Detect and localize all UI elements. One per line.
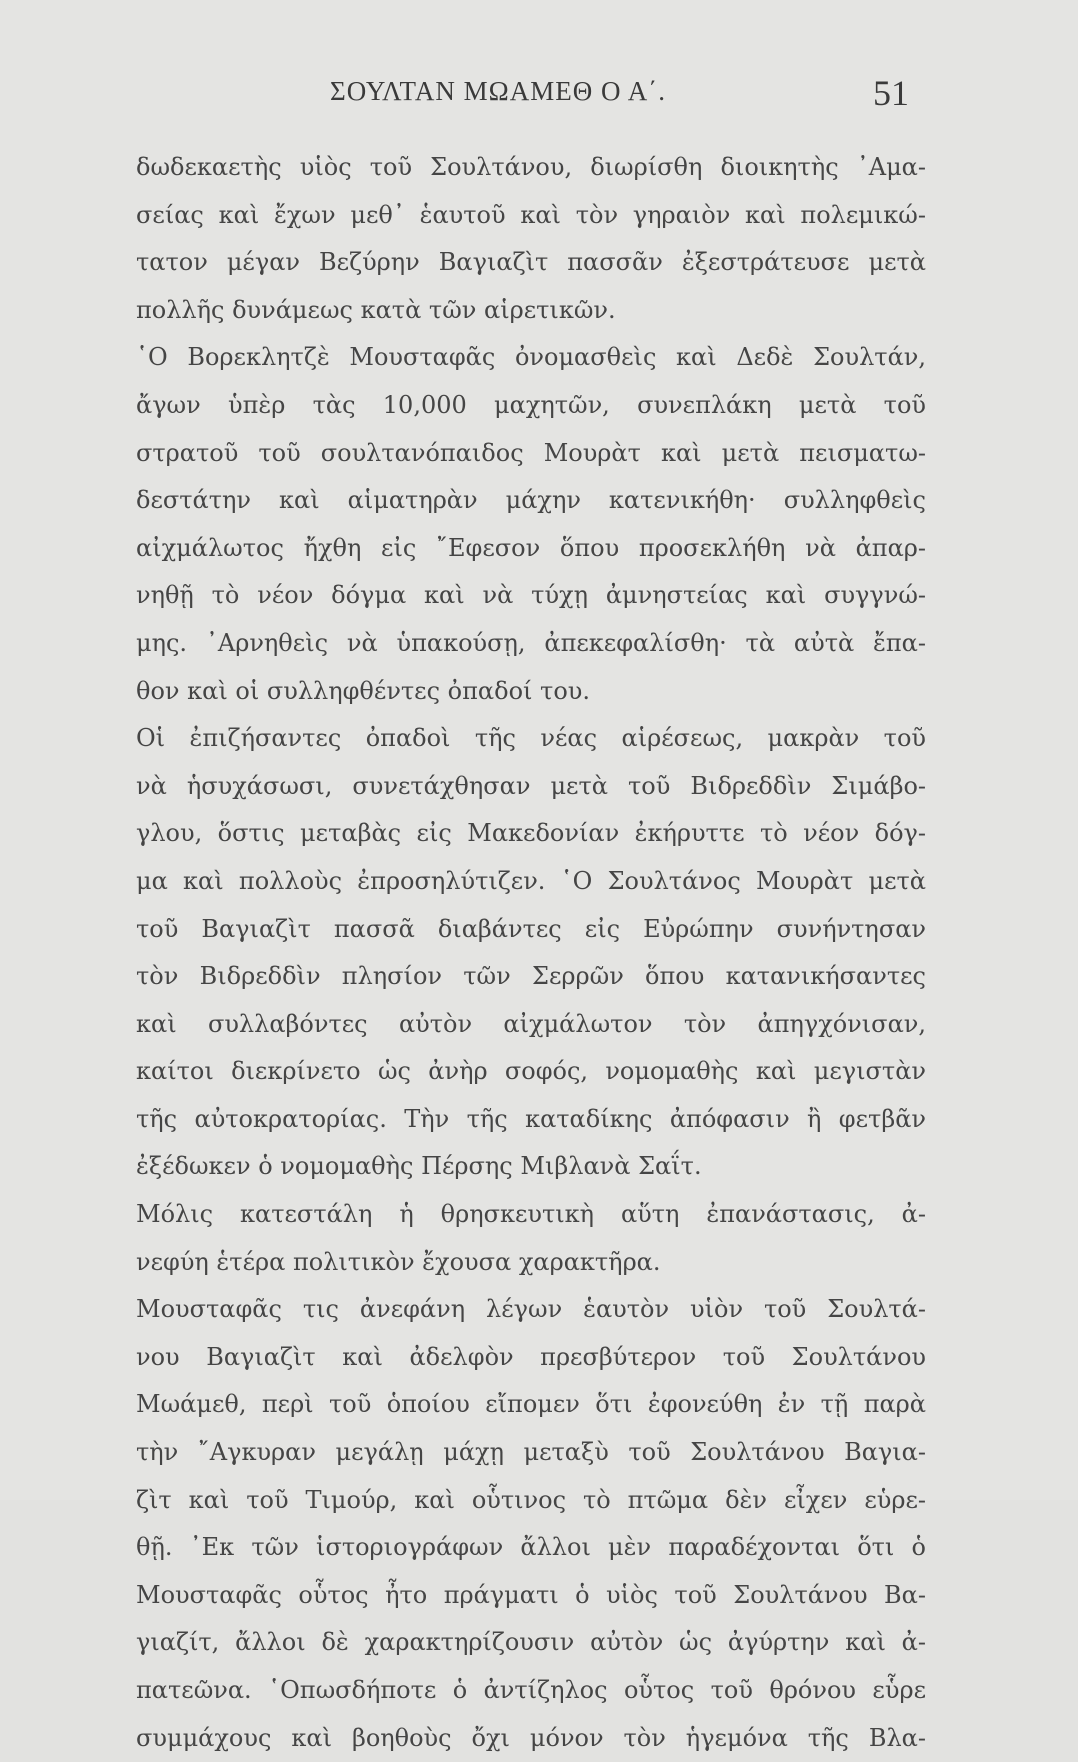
text-line: γιαζίτ, ἄλλοι δὲ χαρακτηρίζουσιν αὐτὸν ὡς ἀγύρτην καὶ ἀ-: [136, 1628, 926, 1657]
text-line: τοῦ Βαγιαζὶτ πασσᾶ διαβάντες εἰς Εὐρώπην συνήντησαν: [136, 914, 926, 943]
text-line: ἐξέδωκεν ὁ νομομαθὴς Πέρσης Μιβλανὰ Σαΐτ.: [136, 1152, 702, 1181]
text-line: Μουσταφᾶς τις ἀνεφάνη λέγων ἑαυτὸν υἱὸν τοῦ Σουλτά-: [136, 1295, 926, 1324]
text-line: στρατοῦ τοῦ σουλτανόπαιδος Μουρὰτ καὶ μετὰ πεισματω-: [136, 438, 926, 467]
text-line: τὸν Βιδρεδδὶν πλησίον τῶν Σερρῶν ὅπου κατανικήσαντες: [136, 962, 926, 991]
page-number: 51: [873, 73, 909, 113]
text-line: γλου, ὅστις μεταβὰς εἰς Μακεδονίαν ἐκήρυττε τὸ νέον δόγ-: [136, 819, 926, 848]
text-line: πολλῆς δυνάμεως κατὰ τῶν αἱρετικῶν.: [136, 295, 616, 324]
text-line: Οἱ ἐπιζήσαντες ὀπαδοὶ τῆς νέας αἱρέσεως, μακρὰν τοῦ: [136, 724, 926, 753]
text-line: τῆς αὐτοκρατορίας. Τὴν τῆς καταδίκης ἀπόφασιν ἢ φετβᾶν: [136, 1104, 926, 1133]
text-line: θον καὶ οἱ συλληφθέντες ὀπαδοί του.: [136, 676, 590, 705]
text-line: πατεῶνα. ῾Οπωσδήποτε ὁ ἀντίζηλος οὗτος τοῦ θρόνου εὗρε: [136, 1676, 926, 1704]
text-line: νηθῇ τὸ νέον δόγμα καὶ νὰ τύχῃ ἀμνηστείας καὶ συγγνώ-: [136, 581, 926, 610]
text-line: Μωάμεθ, περὶ τοῦ ὁποίου εἴπομεν ὅτι ἐφονεύθη ἐν τῇ παρὰ: [136, 1390, 926, 1419]
text-line: νεφύη ἑτέρα πολιτικὸν ἔχουσα χαρακτῆρα.: [136, 1247, 661, 1276]
text-line: Μουσταφᾶς οὗτος ἦτο πράγματι ὁ υἱὸς τοῦ Σουλτάνου Βα-: [136, 1580, 926, 1609]
text-line: μα καὶ πολλοὺς ἐπροσηλύτιζεν. ῾Ο Σουλτάνος Μουρὰτ μετὰ: [136, 866, 926, 895]
text-line: αἰχμάλωτος ἤχθη εἰς ῎Εφεσον ὅπου προσεκλήθη νὰ ἀπαρ-: [136, 533, 926, 562]
running-head: [0, 72, 1078, 122]
text-line: συμμάχους καὶ βοηθοὺς ὄχι μόνον τὸν ἡγεμόνα τῆς Βλα-: [136, 1723, 926, 1752]
text-line: νου Βαγιαζὶτ καὶ ἀδελφὸν πρεσβύτερον τοῦ Σουλτάνου: [136, 1342, 926, 1371]
text-line: ἄγων ὑπὲρ τὰς 10,000 μαχητῶν, συνεπλάκη μετὰ τοῦ: [136, 390, 926, 419]
text-line: τὴν ῎Αγκυραν μεγάλῃ μάχῃ μεταξὺ τοῦ Σουλτάνου Βαγια-: [136, 1438, 926, 1467]
text-line: μης. ᾽Αρνηθεὶς νὰ ὑπακούσῃ, ἀπεκεφαλίσθη· τὰ αὐτὰ ἔπα-: [136, 628, 926, 657]
text-line: τατον μέγαν Βεζύρην Βαγιαζὶτ πασσᾶν ἐξεστράτευσε μετὰ: [136, 248, 926, 277]
text-line: ῾Ο Βορεκλητζὲ Μουσταφᾶς ὀνομασθεὶς καὶ Δεδὲ Σουλτάν,: [136, 343, 926, 372]
text-line: νὰ ἡσυχάσωσι, συνετάχθησαν μετὰ τοῦ Βιδρεδδὶν Σιμάβο-: [136, 771, 926, 800]
text-line: ζὶτ καὶ τοῦ Τιμούρ, καὶ οὗτινος τὸ πτῶμα δὲν εἶχεν εὑρε-: [136, 1485, 926, 1514]
text-line: δεστάτην καὶ αἱματηρὰν μάχην κατενικήθη· συλληφθεὶς: [136, 486, 926, 515]
running-title: ΣΟΥΛΤΑΝ ΜΩΑΜΕΘ Ο Α΄.: [330, 76, 666, 106]
text-line: καὶ συλλαβόντες αὐτὸν αἰχμάλωτον τὸν ἀπηγχόνισαν,: [136, 1009, 926, 1038]
text-line: καίτοι διεκρίνετο ὡς ἀνὴρ σοφός, νομομαθὴς καὶ μεγιστὰν: [136, 1057, 926, 1086]
text-line: Μόλις κατεστάλη ἡ θρησκευτικὴ αὕτη ἐπανάστασις, ἀ-: [136, 1200, 926, 1229]
text-line: δωδεκαετὴς υἱὸς τοῦ Σουλτάνου, διωρίσθη διοικητὴς ᾽Αμα-: [136, 153, 926, 181]
text-line: θῇ. ᾽Εκ τῶν ἱστοριογράφων ἄλλοι μὲν παραδέχονται ὅτι ὁ: [136, 1533, 926, 1562]
text-line: σείας καὶ ἔχων μεθ᾽ ἑαυτοῦ καὶ τὸν γηραιὸν καὶ πολεμικώ-: [136, 200, 926, 229]
body-text: [136, 144, 926, 1762]
